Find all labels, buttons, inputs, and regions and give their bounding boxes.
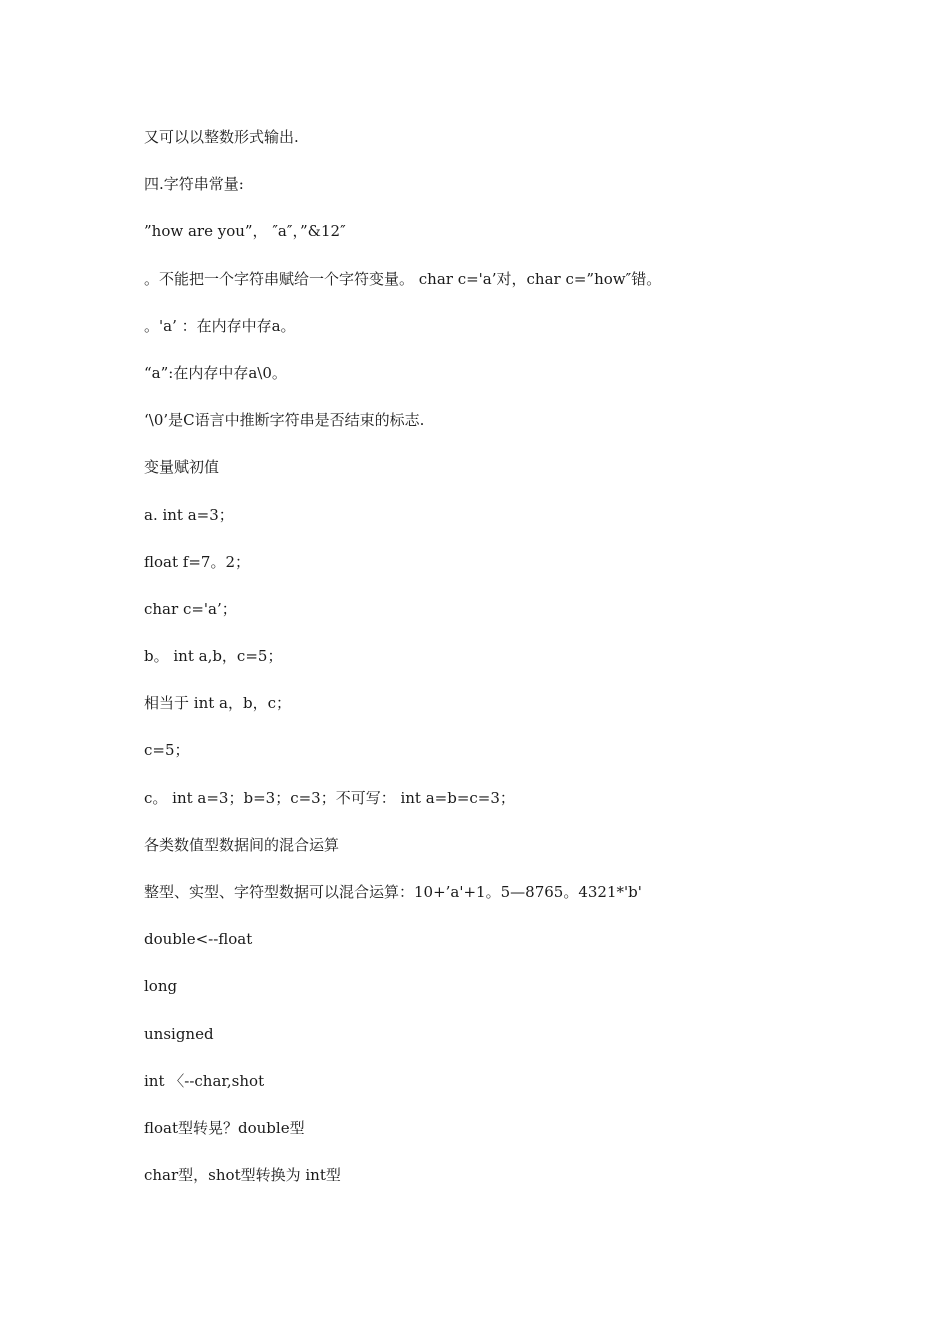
text-line-unsigned: unsigned: [144, 1024, 214, 1043]
text-line-equivalent: 相当于 int a，b，c；: [144, 694, 291, 713]
text-line-char-short-to-int: char型，shot型转换为 int型: [144, 1166, 341, 1185]
text-line-string-examples: ”how are you”， ″a″，”&12″: [144, 222, 346, 241]
code-line-c-assign: c=5；: [144, 741, 190, 760]
text-line-null-terminator: ‘\0’是C语言中推断字符串是否结束的标志.: [144, 411, 425, 430]
text-line-long: long: [144, 977, 178, 996]
text-line-string-storage: “a”:在内存中存a\0。: [144, 363, 287, 382]
code-line-float-f: float f=7。2；: [144, 552, 250, 571]
text-line-string-assignment-rule: 。不能把一个字符串赋给一个字符变量。 char c='a’对，char c=”how″错。: [144, 269, 662, 288]
heading-mixed-arithmetic: 各类数值型数据间的混合运算: [144, 835, 340, 854]
text-line-double-float: double<--float: [144, 930, 253, 949]
code-line-int-abc: b。 int a,b，c=5；: [144, 647, 283, 666]
text-line-char-storage: 。'a’ ：在内存中存a。: [144, 316, 296, 335]
text-line-mixed-expression: 整型、实型、字符型数据可以混合运算：10+’a'+1。5—8765。4321*'b': [144, 883, 642, 901]
heading-variable-initialization: 变量赋初值: [144, 458, 220, 477]
code-line-char-c: char c='a’；: [144, 599, 237, 618]
text-line-integer-output: 又可以以整数形式输出.: [144, 128, 299, 146]
text-line-int-char-short: int 〈--char,shot: [144, 1071, 265, 1090]
document-body: [144, 125, 904, 1210]
text-line-float-to-double: float型转晃？double型: [144, 1118, 305, 1137]
code-line-chained-assign-rule: c。 int a=3；b=3；c=3；不可写： int a=b=c=3；: [144, 788, 515, 807]
heading-string-constants: 四.字符串常量:: [144, 175, 244, 194]
code-line-int-a: a. int a=3；: [144, 505, 234, 524]
